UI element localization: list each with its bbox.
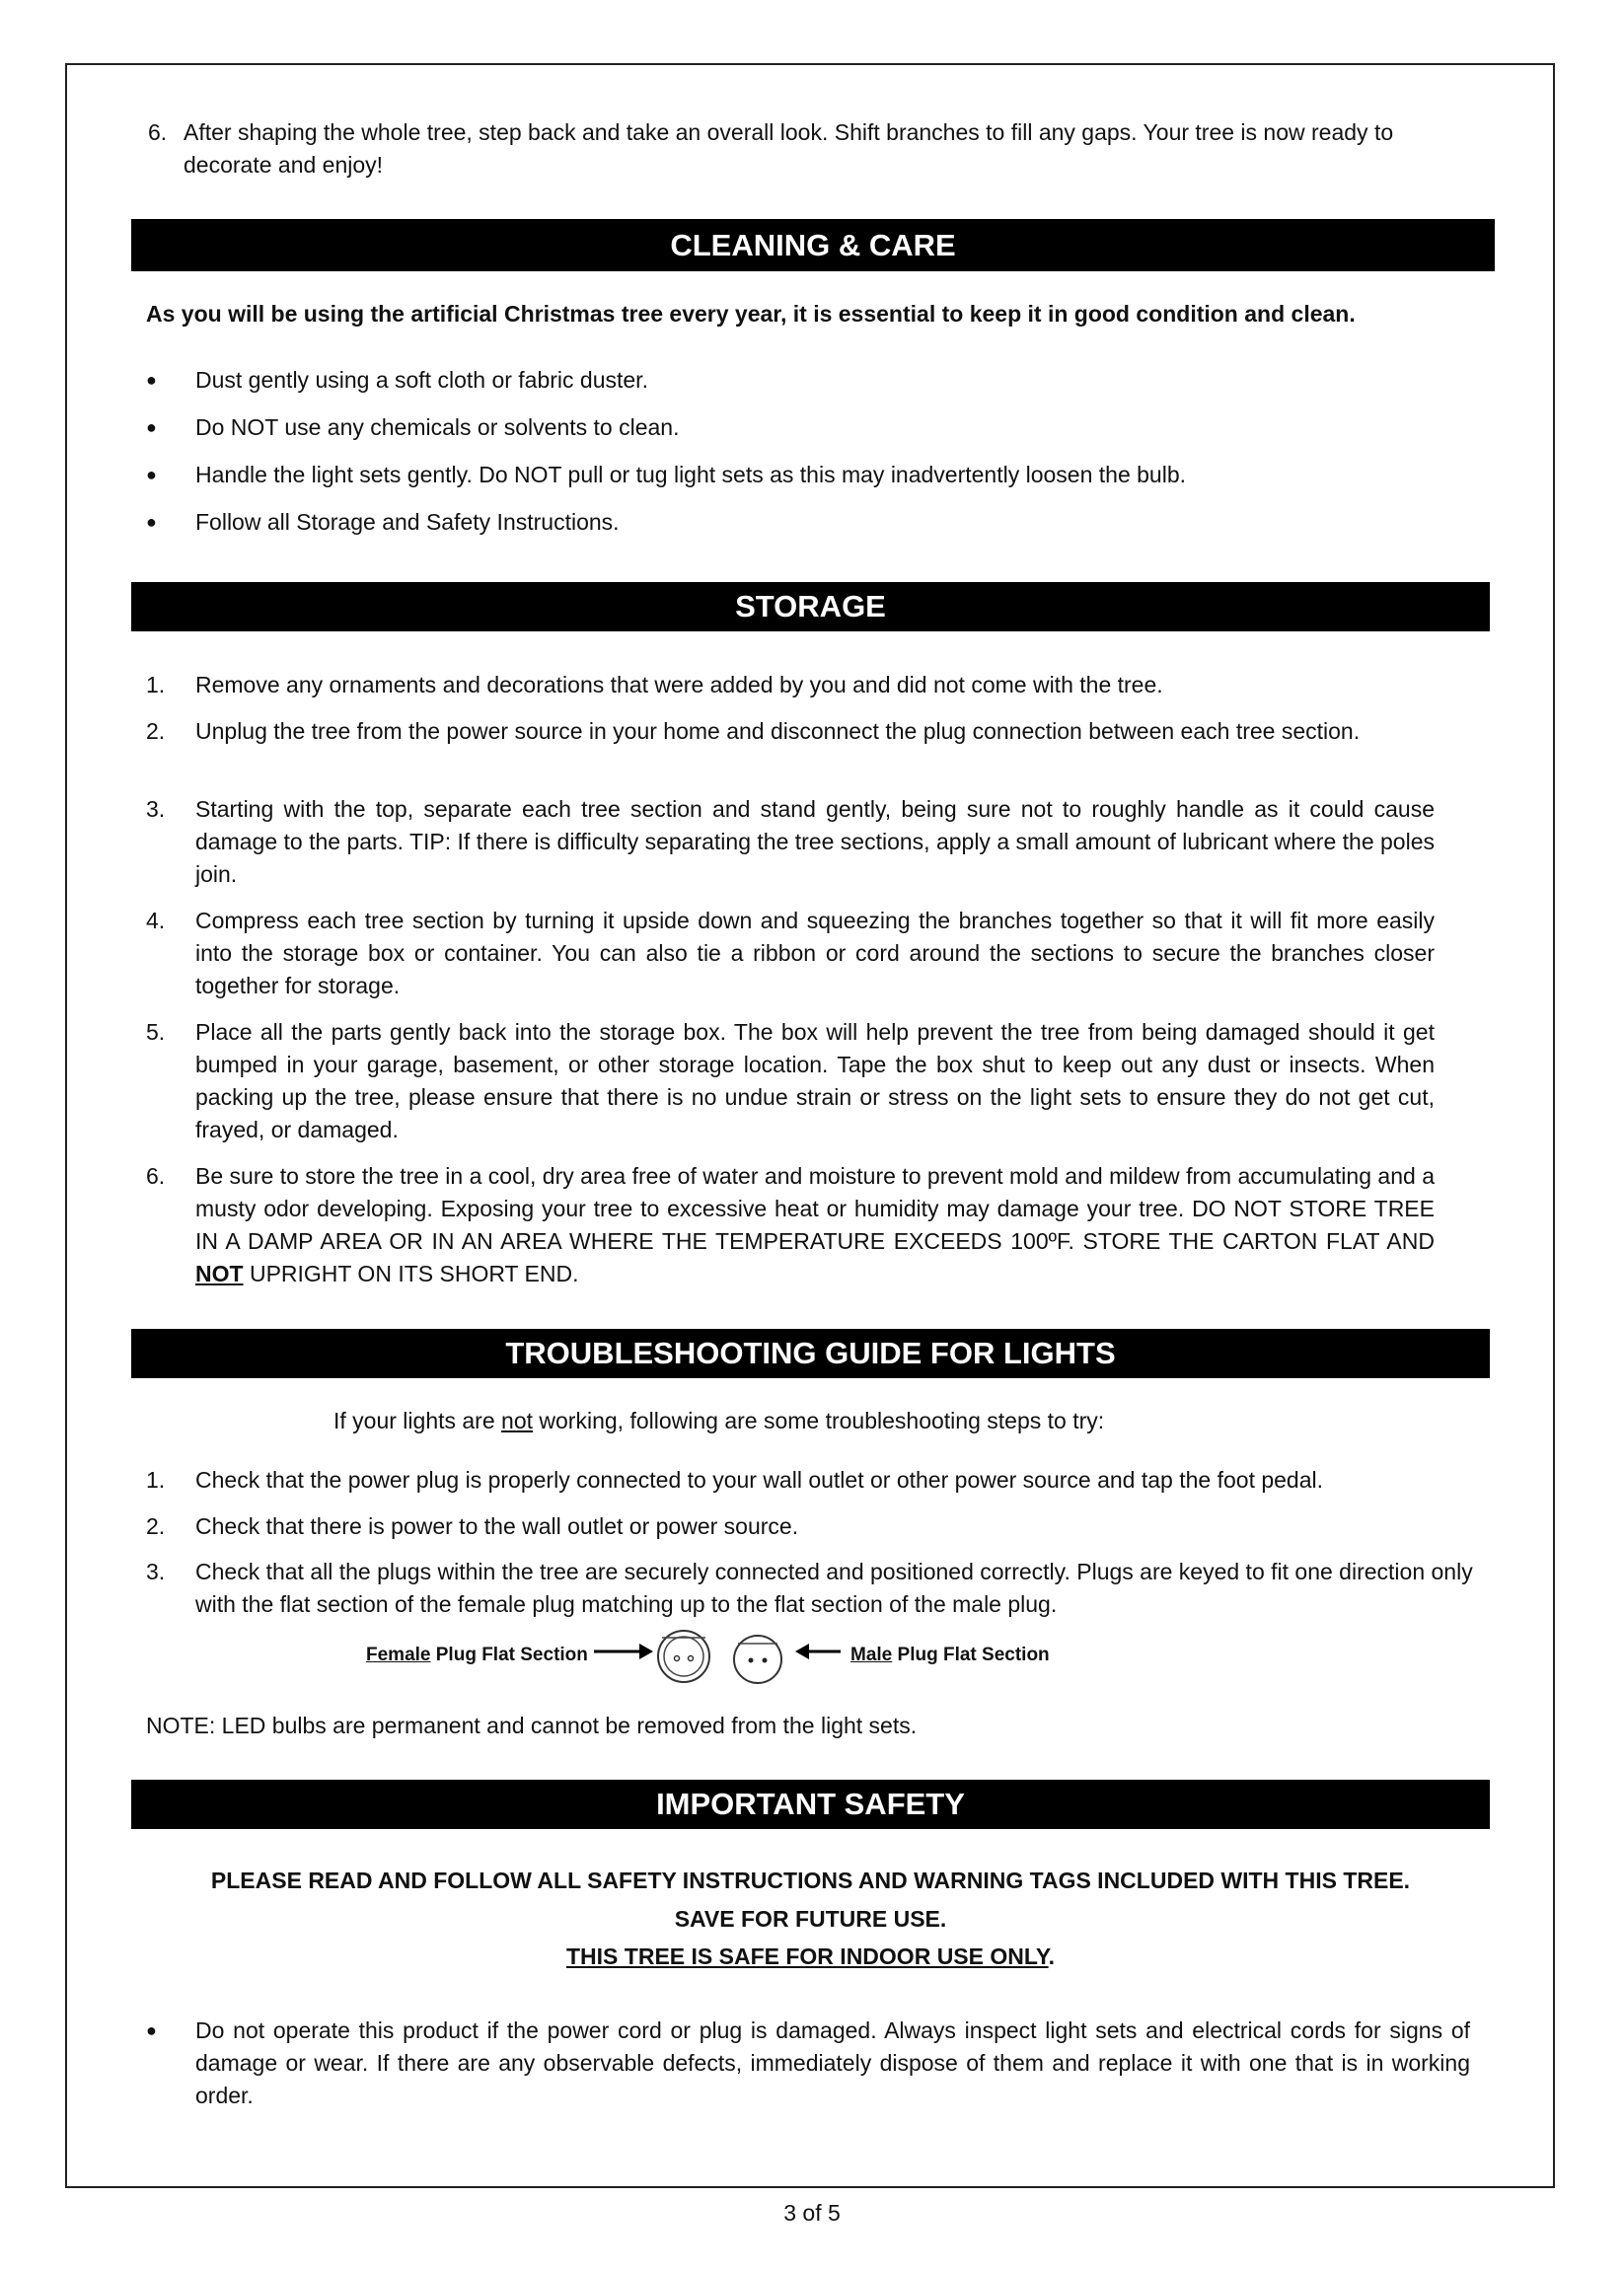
cleaning-bullet: Do NOT use any chemicals or solvents to clean.	[195, 414, 680, 440]
cleaning-bullet: Dust gently using a soft cloth or fabric duster.	[195, 367, 648, 393]
bullet-dot: ●	[146, 417, 157, 437]
troubleshooting-note: NOTE: LED bulbs are permanent and cannot be removed from the light sets.	[146, 1713, 918, 1738]
troubleshooting-heading: TROUBLESHOOTING GUIDE FOR LIGHTS	[131, 1329, 1490, 1378]
troubleshooting-intro: If your lights are not working, following are some troubleshooting steps to try:	[333, 1408, 1105, 1433]
storage-step-text: Be sure to store the tree in a cool, dry area free of water and moisture to prevent mold and mildew from accumulating and a musty odor developing. Exposing your tree to excessive heat or humidity may damage your tree. DO NOT STORE TREE IN A DAMP AREA OR IN AN AREA WHERE THE TEMPERATURE EXCEEDS 100ºF. STORE THE CARTON FLAT AND NOT UPRIGHT ON ITS SHORT END.	[195, 1163, 1435, 1286]
safety-bullet: Do not operate this product if the power cord or plug is damaged. Always inspect light sets and electrical cords for signs of damage or wear. If there are any observable defects, immediately dispose of them and replace it with one that is in working order.	[195, 2017, 1470, 2108]
trouble-step-number: 1.	[146, 1467, 166, 1493]
storage-step-text: Remove any ornaments and decorations that were added by you and did not come with the tree.	[195, 672, 1163, 697]
arrow-right-icon	[594, 1644, 653, 1659]
cleaning-intro: As you will be using the artificial Christmas tree every year, it is essential to keep it in good condition and clean.	[146, 301, 1356, 327]
safety-line-2: SAVE FOR FUTURE USE.	[674, 1906, 947, 1932]
intro-step-number: 6.	[148, 119, 168, 145]
arrow-left-icon	[795, 1644, 841, 1659]
bullet-dot: ●	[146, 465, 157, 484]
trouble-step-number: 3.	[146, 1559, 166, 1584]
page-number: 3 of 5	[783, 2200, 841, 2226]
male-plug-label: Male Plug Flat Section	[850, 1645, 1050, 1665]
storage-heading: STORAGE	[131, 582, 1490, 631]
storage-step-text: Place all the parts gently back into the storage box. The box will help prevent the tree from being damaged should it get bumped in your garage, basement, or other storage location. Tape the box shut to keep out any dust or insects. When packing up the tree, please ensure that there is no undue strain or stress on the light sets to ensure they do not get cut, frayed, or damaged.	[195, 1019, 1435, 1142]
female-plug-icon	[658, 1631, 709, 1682]
storage-step-text: Starting with the top, separate each tree section and stand gently, being sure not to roughly handle as it could cause damage to the parts. TIP: If there is difficulty separating the tree sections, apply a small amount of lubricant where the poles join.	[195, 796, 1435, 887]
storage-step-text: Compress each tree section by turning it upside down and squeezing the branches together so that it will fit more easily into the storage box or container. You can also tie a ribbon or cord around the sections to secure the branches closer together for storage.	[195, 908, 1435, 998]
female-plug-label: Female Plug Flat Section	[366, 1645, 588, 1665]
bullet-dot: ●	[146, 370, 157, 390]
storage-step-number: 1.	[146, 672, 166, 697]
trouble-step-text: Check that there is power to the wall outlet or power source.	[195, 1513, 799, 1539]
safety-heading: IMPORTANT SAFETY	[131, 1780, 1490, 1829]
emphasis-not: NOT	[195, 1261, 244, 1286]
intro-step-text: After shaping the whole tree, step back and take an overall look. Shift branches to fill any gaps. Your tree is now ready to decorate and enjoy!	[184, 119, 1394, 178]
storage-step-number: 6.	[146, 1163, 166, 1189]
emphasis-not: not	[501, 1408, 534, 1433]
cleaning-heading: CLEANING & CARE	[131, 219, 1495, 271]
trouble-step-text: Check that all the plugs within the tree are securely connected and positioned correctly. Plugs are keyed to fit one direction only with the flat section of the female plug matching up to the flat section of the male plug.	[195, 1559, 1473, 1617]
storage-step-number: 2.	[146, 718, 166, 744]
cleaning-bullet: Handle the light sets gently. Do NOT pull or tug light sets as this may inadvertently loosen the bulb.	[195, 462, 1187, 487]
storage-step-number: 3.	[146, 796, 166, 822]
trouble-step-number: 2.	[146, 1513, 166, 1539]
trouble-step-text: Check that the power plug is properly connected to your wall outlet or other power source and tap the foot pedal.	[195, 1467, 1324, 1493]
male-plug-icon	[734, 1636, 781, 1683]
storage-step-number: 5.	[146, 1019, 166, 1045]
safety-line-3: THIS TREE IS SAFE FOR INDOOR USE ONLY.	[566, 1943, 1055, 1969]
bullet-dot: ●	[146, 512, 157, 532]
bullet-dot: ●	[146, 2020, 157, 2040]
storage-step-number: 4.	[146, 908, 166, 933]
cleaning-bullet: Follow all Storage and Safety Instructions.	[195, 509, 620, 535]
safety-line-1: PLEASE READ AND FOLLOW ALL SAFETY INSTRUCTIONS AND WARNING TAGS INCLUDED WITH THIS TREE.	[210, 1868, 1411, 1893]
storage-step-text: Unplug the tree from the power source in your home and disconnect the plug connection between each tree section.	[195, 718, 1361, 744]
